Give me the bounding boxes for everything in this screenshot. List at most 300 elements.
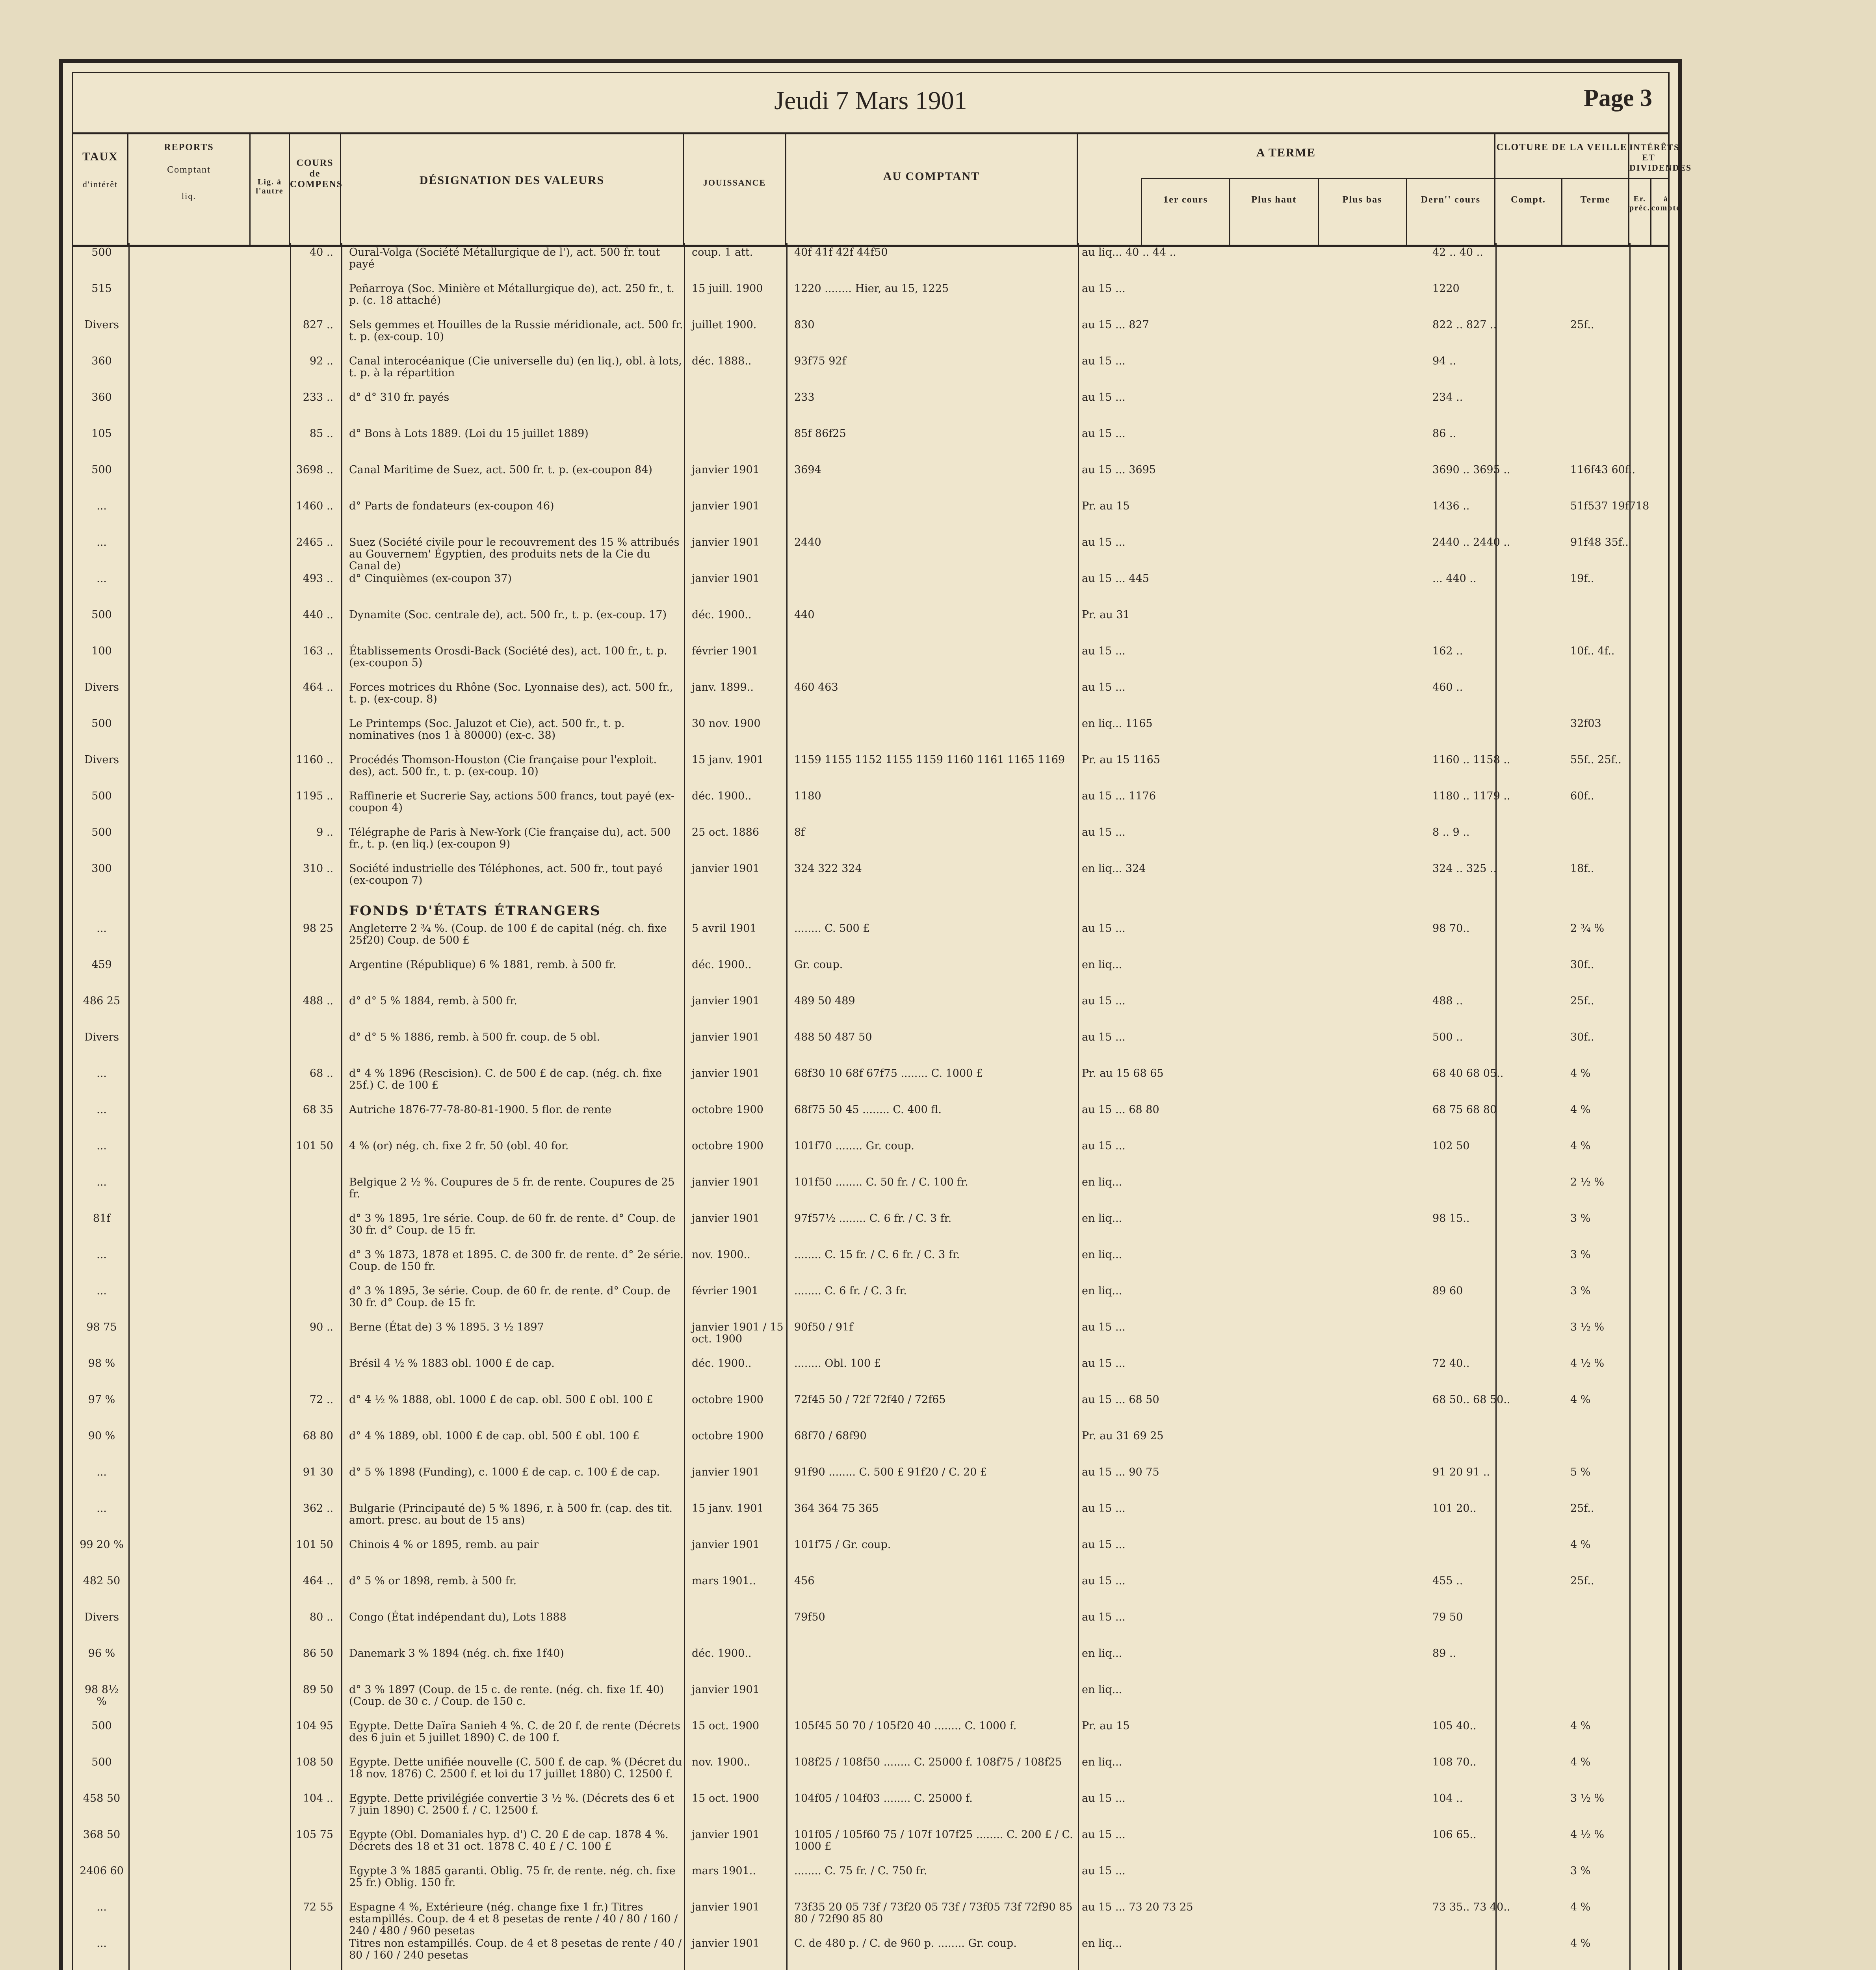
cell-interets: 2 ½ %	[1570, 1176, 1605, 1188]
cell-taux: 500	[91, 717, 112, 730]
cell-terme: au liq... 40 .. 44 ..	[1082, 246, 1176, 258]
table-row	[73, 1394, 1668, 1425]
cell-cloture: 98 15..	[1432, 1212, 1470, 1225]
cell-designation: d° 3 % 1873, 1878 et 1895. C. de 300 fr. de rente. d° 2e série. Coup. de 150 fr.	[349, 1249, 684, 1273]
table-row	[73, 247, 1668, 278]
cell-terme: au 15 ...	[1082, 681, 1126, 693]
cell-jouissance: janvier 1901	[692, 1684, 760, 1696]
table-row	[73, 923, 1668, 954]
cell-designation: Canal interocéanique (Cie universelle du) (en liq.), obl. à lots, t. p. à la répartition	[349, 355, 682, 379]
header-au-comptant	[786, 134, 1078, 245]
cell-jouissance: juillet 1900.	[692, 319, 757, 331]
header-premier-cours: 1er cours	[1141, 179, 1230, 245]
cell-taux: 500	[91, 609, 112, 621]
cell-cloture: 2440 .. 2440 ..	[1432, 536, 1510, 548]
cell-comptant: 101f05 / 105f60 75 / 107f 107f25 ........ C. 200 £ / C. 1000 £	[794, 1829, 1073, 1853]
table-row	[73, 1539, 1668, 1570]
cell-terme: en liq...	[1082, 1249, 1122, 1261]
header-jouissance-label: JOUISSANCE	[703, 178, 766, 188]
cell-designation: 4 % (or) nég. ch. fixe 2 fr. 50 (obl. 40 for.	[349, 1140, 569, 1152]
cell-cours: 1195 ..	[296, 790, 333, 802]
cell-designation: Titres non estampillés. Coup. de 4 et 8 pesetas de rente / 40 / 80 / 160 / 240 pesetas	[349, 1937, 682, 1961]
header-plus-haut: Plus haut	[1230, 179, 1319, 245]
cell-jouissance: 25 oct. 1886	[692, 826, 760, 838]
table-row	[73, 1756, 1668, 1788]
cell-terme: au 15 ...	[1082, 1502, 1126, 1515]
cell-taux: ...	[97, 536, 107, 548]
table-row	[73, 464, 1668, 496]
cell-designation: Espagne 4 %, Extérieure (nég. change fixe 1 fr.) Titres estampillés. Coup. de 4 et 8 pesetas de rente / 40 / 80 / 160 / 240 / 480 / 960 pesetas	[349, 1901, 678, 1937]
cell-cours: 464 ..	[303, 681, 333, 693]
cell-jouissance: nov. 1900..	[692, 1756, 750, 1768]
cell-cloture: 106 65..	[1432, 1829, 1477, 1841]
header-au-comptant-label: AU COMPTANT	[883, 170, 980, 183]
cell-taux: ...	[97, 1067, 107, 1080]
newspaper-page	[59, 59, 1692, 1970]
table-header	[73, 132, 1692, 247]
cell-terme: en liq...	[1082, 1647, 1122, 1660]
cell-cloture: 73 35.. 73 40..	[1432, 1901, 1510, 1913]
cell-cours: 68 ..	[309, 1067, 333, 1080]
cell-cours: 108 50	[296, 1756, 333, 1768]
table-row	[73, 1285, 1668, 1317]
cell-terme: au 15 ...	[1082, 1140, 1126, 1152]
cell-terme: en liq... 324	[1082, 862, 1146, 875]
cell-designation: Berne (État de) 3 % 1895. 3 ½ 1897	[349, 1321, 544, 1333]
cell-jouissance: janvier 1901	[692, 572, 760, 585]
cell-cours: 105 75	[296, 1829, 333, 1841]
cell-comptant: 105f45 50 70 / 105f20 40 ........ C. 1000 f.	[794, 1720, 1017, 1732]
cell-cloture: 86 ..	[1432, 427, 1456, 440]
cell-terme: au 15 ... 90 75	[1082, 1466, 1159, 1478]
cell-designation: d° 3 % 1895, 1re série. Coup. de 60 fr. de rente. d° Coup. de 30 fr. d° Coup. de 15 fr.	[349, 1212, 676, 1236]
cell-jouissance: janvier 1901	[692, 500, 760, 512]
cell-taux: ...	[97, 500, 107, 512]
header-lig-label: Lig. à l'autre	[256, 178, 284, 195]
page-frame	[72, 72, 1692, 1970]
cell-terme: en liq...	[1082, 1212, 1122, 1225]
cell-taux: Divers	[84, 1031, 119, 1043]
header-taux-sub: d'intérêt	[82, 179, 118, 189]
cell-comptant: 488 50 487 50	[794, 1031, 872, 1043]
table-row	[73, 645, 1668, 677]
header-cloture-subcols	[1495, 178, 1628, 245]
table-row	[73, 500, 1668, 532]
cell-designation: d° 3 % 1895, 3e série. Coup. de 60 fr. de rente. d° Coup. de 30 fr. d° Coup. de 15 fr.	[349, 1285, 671, 1309]
cell-comptant: 72f45 50 / 72f 72f40 / 72f65	[794, 1394, 946, 1406]
cell-interets: 30f..	[1570, 959, 1594, 971]
cell-taux: 360	[91, 355, 112, 367]
header-cours	[290, 134, 341, 245]
cell-comptant: 40f 41f 42f 44f50	[794, 246, 888, 258]
cell-cours: 464 ..	[303, 1575, 333, 1587]
cell-jouissance: 15 juill. 1900	[692, 282, 763, 295]
header-prec: Er. préc.	[1629, 179, 1651, 245]
cell-jouissance: février 1901	[692, 645, 758, 657]
table-row	[73, 1865, 1668, 1897]
cell-cloture: 3690 .. 3695 ..	[1432, 464, 1510, 476]
cell-cloture: 101 20..	[1432, 1502, 1477, 1515]
cell-designation: d° Cinquièmes (ex-coupon 37)	[349, 572, 512, 585]
cell-comptant: 1220 ........ Hier, au 15, 1225	[794, 282, 949, 295]
cell-jouissance: janvier 1901	[692, 464, 760, 476]
cell-comptant: 460 463	[794, 681, 838, 693]
table-row	[73, 1249, 1668, 1280]
cell-interets: 4 %	[1570, 1937, 1591, 1950]
cell-cours: 104 ..	[303, 1792, 333, 1805]
cell-designation: Raffinerie et Sucrerie Say, actions 500 francs, tout payé (ex-coupon 4)	[349, 790, 675, 814]
cell-interets: 25f..	[1570, 319, 1594, 331]
cell-interets: 91f48 35f..	[1570, 536, 1629, 548]
cell-taux: ...	[97, 1466, 107, 1478]
cell-terme: au 15 ... 827	[1082, 319, 1149, 331]
cell-designation: Forces motrices du Rhône (Soc. Lyonnaise des), act. 500 fr., t. p. (ex-coup. 8)	[349, 681, 673, 705]
cell-interets: 4 %	[1570, 1539, 1591, 1551]
cell-comptant: 440	[794, 609, 815, 621]
cell-designation: Société industrielle des Téléphones, act. 500 fr., tout payé (ex-coupon 7)	[349, 862, 663, 886]
cell-cours: 101 50	[296, 1539, 333, 1551]
cell-taux: 100	[91, 645, 112, 657]
header-comptant-label: Comptant	[167, 165, 211, 175]
cell-taux: 90 %	[88, 1430, 115, 1442]
cell-terme: au 15 ...	[1082, 536, 1126, 548]
cell-designation: Danemark 3 % 1894 (nég. ch. fixe 1f40)	[349, 1647, 564, 1660]
cell-designation: Télégraphe de Paris à New-York (Cie française du), act. 500 fr., t. p. (en liq.) (ex-coupon 9)	[349, 826, 671, 850]
table-row	[73, 573, 1668, 604]
table-row	[73, 863, 1668, 894]
cell-terme: Pr. au 31	[1082, 609, 1130, 621]
cell-taux: ...	[97, 1901, 107, 1913]
cell-designation: Egypte. Dette unifiée nouvelle (C. 500 f. de cap. % (Décret du 18 nov. 1876) C. 2500 f. et loi du 17 juillet 1880) C. 12500 f.	[349, 1756, 682, 1780]
quotation-rows	[73, 247, 1668, 1970]
cell-cloture: 98 70..	[1432, 922, 1470, 935]
cell-jouissance: 30 nov. 1900	[692, 717, 761, 730]
cell-cloture: 460 ..	[1432, 681, 1463, 693]
cell-jouissance: nov. 1900..	[692, 1249, 750, 1261]
cell-terme: au 15 ...	[1082, 1865, 1126, 1877]
header-designation-label: DÉSIGNATION DES VALEURS	[419, 174, 605, 187]
table-row	[73, 609, 1668, 641]
cell-interets: 4 %	[1570, 1720, 1591, 1732]
cell-taux: ...	[97, 1937, 107, 1950]
cell-designation: Congo (État indépendant du), Lots 1888	[349, 1611, 567, 1623]
cell-jouissance: déc. 1900..	[692, 1357, 752, 1370]
cell-comptant: 1180	[794, 790, 821, 802]
cell-interets: 3 %	[1570, 1212, 1591, 1225]
cell-interets: 25f..	[1570, 995, 1594, 1007]
header-interets-label: INTÉRÊTS ET DIVIDENDES	[1629, 142, 1692, 173]
cell-comptant: 233	[794, 391, 815, 403]
header-a-terme	[1078, 134, 1495, 245]
table-row	[73, 1358, 1668, 1389]
cell-cours: 91 30	[303, 1466, 333, 1478]
cell-taux: 81f	[93, 1212, 111, 1225]
cell-terme: au 15 ... 73 20 73 25	[1082, 1901, 1193, 1913]
table-row	[73, 1503, 1668, 1534]
cell-interets: 51f537 19f718	[1570, 500, 1649, 512]
cell-cours: 233 ..	[303, 391, 333, 403]
header-jouissance	[684, 134, 786, 245]
cell-interets: 18f..	[1570, 862, 1594, 875]
cell-terme: au 15 ... 445	[1082, 572, 1149, 585]
cell-terme: au 15 ...	[1082, 1357, 1126, 1370]
cell-cours: 68 80	[303, 1430, 333, 1442]
cell-taux: 486 25	[83, 995, 121, 1007]
cell-interets: 4 %	[1570, 1104, 1591, 1116]
table-row	[73, 1793, 1668, 1824]
cell-cloture: 94 ..	[1432, 355, 1456, 367]
cell-cloture: 1160 .. 1158 ..	[1432, 754, 1510, 766]
cell-comptant: 85f 86f25	[794, 427, 846, 440]
header-taux	[73, 134, 128, 245]
cell-jouissance: octobre 1900	[692, 1140, 763, 1152]
cell-jouissance: 15 oct. 1900	[692, 1792, 760, 1805]
table-row	[73, 1031, 1668, 1063]
cell-designation: Angleterre 2 ¾ %. (Coup. de 100 £ de capital (nég. ch. fixe 25f20) Coup. de 500 £	[349, 922, 667, 946]
table-row	[73, 1611, 1668, 1643]
cell-interets: 32f03	[1570, 717, 1601, 730]
cell-taux: 96 %	[88, 1647, 115, 1660]
cell-cloture: 162 ..	[1432, 645, 1463, 657]
table-row	[73, 1829, 1668, 1860]
cell-jouissance: janvier 1901 / 15 oct. 1900	[692, 1321, 784, 1345]
cell-cloture: 234 ..	[1432, 391, 1463, 403]
header-plus-bas: Plus bas	[1319, 179, 1407, 245]
cell-taux: ...	[97, 922, 107, 935]
table-row	[73, 1648, 1668, 1679]
cell-interets: 4 %	[1570, 1394, 1591, 1406]
cell-jouissance: octobre 1900	[692, 1394, 763, 1406]
cell-terme: au 15 ...	[1082, 1031, 1126, 1043]
cell-comptant: 3694	[794, 464, 821, 476]
cell-cours: 104 95	[296, 1720, 333, 1732]
cell-cloture: 488 ..	[1432, 995, 1463, 1007]
cell-designation: Sels gemmes et Houilles de la Russie méridionale, act. 500 fr. t. p. (ex-coup. 10)	[349, 319, 683, 343]
table-row	[73, 827, 1668, 858]
cell-jouissance: 15 oct. 1900	[692, 1720, 760, 1732]
cell-terme: au 15 ...	[1082, 645, 1126, 657]
table-row	[73, 1430, 1668, 1462]
cell-cours: 310 ..	[303, 862, 333, 875]
cell-cloture: 8 .. 9 ..	[1432, 826, 1470, 838]
cell-cloture: ... 440 ..	[1432, 572, 1477, 585]
cell-taux: 515	[91, 282, 112, 295]
cell-comptant: 68f30 10 68f 67f75 ........ C. 1000 £	[794, 1067, 983, 1080]
cell-cours: 101 50	[296, 1140, 333, 1152]
cell-terme: Pr. au 15 68 65	[1082, 1067, 1164, 1080]
header-compte: à compte	[1651, 195, 1681, 212]
cell-terme: en liq...	[1082, 959, 1122, 971]
cell-terme: au 15 ... 1176	[1082, 790, 1156, 802]
cell-jouissance: 15 janv. 1901	[692, 1502, 764, 1515]
table-row	[73, 319, 1668, 351]
header-terme-subcols	[1141, 178, 1494, 245]
cell-comptant: ........ C. 15 fr. / C. 6 fr. / C. 3 fr.	[794, 1249, 960, 1261]
cell-taux: ...	[97, 1104, 107, 1116]
cell-jouissance: janvier 1901	[692, 1466, 760, 1478]
cell-jouissance: janvier 1901	[692, 1212, 760, 1225]
cell-designation: Canal Maritime de Suez, act. 500 fr. t. p. (ex-coupon 84)	[349, 464, 652, 476]
cell-cours: 827 ..	[303, 319, 333, 331]
cell-cloture: 68 40 68 05..	[1432, 1067, 1504, 1080]
cell-taux: Divers	[84, 681, 119, 693]
cell-jouissance: déc. 1888..	[692, 355, 752, 367]
cell-comptant: ........ C. 75 fr. / C. 750 fr.	[794, 1865, 927, 1877]
cell-terme: au 15 ...	[1082, 391, 1126, 403]
cell-interets: 4 ½ %	[1570, 1357, 1605, 1370]
cell-designation: Egypte (Obl. Domaniales hyp. d') C. 20 £ de cap. 1878 4 %. Décrets des 18 et 31 oct. 1878 C. 40 £ / C. 100 £	[349, 1829, 669, 1853]
cell-comptant: 2440	[794, 536, 821, 548]
cell-cours: 90 ..	[309, 1321, 333, 1333]
cell-interets: 10f.. 4f..	[1570, 645, 1615, 657]
cell-designation: Établissements Orosdi-Back (Société des), act. 100 fr., t. p. (ex-coupon 5)	[349, 645, 667, 669]
cell-comptant: 97f57½ ........ C. 6 fr. / C. 3 fr.	[794, 1212, 952, 1225]
table-row	[73, 754, 1668, 786]
cell-designation: Le Printemps (Soc. Jaluzot et Cie), act. 500 fr., t. p. nominatives (nos 1 à 80000) (ex-c. 38)	[349, 717, 625, 742]
cell-comptant: 68f75 50 45 ........ C. 400 fl.	[794, 1104, 942, 1116]
cell-interets: 4 %	[1570, 1140, 1591, 1152]
cell-cloture: 108 70..	[1432, 1756, 1477, 1768]
cell-terme: en liq...	[1082, 1285, 1122, 1297]
cell-interets: 3 ½ %	[1570, 1321, 1605, 1333]
cell-taux: ...	[97, 1176, 107, 1188]
table-row	[73, 392, 1668, 423]
cell-cours: 1460 ..	[296, 500, 333, 512]
cell-interets: 3 %	[1570, 1249, 1591, 1261]
cell-interets: 3 %	[1570, 1285, 1591, 1297]
cell-cours: 1160 ..	[296, 754, 333, 766]
cell-jouissance: janvier 1901	[692, 536, 760, 548]
cell-interets: 3 ½ %	[1570, 1792, 1605, 1805]
cell-taux: ...	[97, 1249, 107, 1261]
header-designation	[341, 134, 684, 245]
cell-taux: 98 75	[86, 1321, 117, 1333]
cell-designation: Dynamite (Soc. centrale de), act. 500 fr., t. p. (ex-coup. 17)	[349, 609, 667, 621]
cell-cloture: 500 ..	[1432, 1031, 1463, 1043]
cell-jouissance: mars 1901..	[692, 1575, 756, 1587]
cell-designation: Brésil 4 ½ % 1883 obl. 1000 £ de cap.	[349, 1357, 555, 1370]
header-interets-subcols	[1629, 178, 1681, 245]
cell-comptant: 324 322 324	[794, 862, 862, 875]
header-cloture	[1495, 134, 1629, 245]
cell-taux: 99 20 %	[80, 1539, 124, 1551]
table-row	[73, 718, 1668, 749]
cell-terme: au 15 ...	[1082, 1829, 1126, 1841]
page-top-line	[73, 73, 1668, 132]
cell-cours: 92 ..	[309, 355, 333, 367]
cell-comptant: 8f	[794, 826, 805, 838]
cell-cours: 85 ..	[309, 427, 333, 440]
cell-designation: Suez (Société civile pour le recouvrement des 15 % attribués au Gouvernem' Égyptien, des produits nets de la Cie du Canal de)	[349, 536, 680, 572]
cell-terme: au 15 ... 68 80	[1082, 1104, 1159, 1116]
cell-terme: au 15 ...	[1082, 1792, 1126, 1805]
table-row	[73, 959, 1668, 991]
table-row	[73, 1176, 1668, 1208]
cell-cloture: 455 ..	[1432, 1575, 1463, 1587]
cell-comptant: 364 364 75 365	[794, 1502, 879, 1515]
cell-jouissance: janvier 1901	[692, 1176, 760, 1188]
cell-taux: 105	[91, 427, 112, 440]
cell-cours: 72 ..	[309, 1394, 333, 1406]
cell-comptant: C. de 480 p. / C. de 960 p. ........ Gr. coup.	[794, 1937, 1017, 1950]
cell-interets: 3 %	[1570, 1865, 1591, 1877]
cell-jouissance: janvier 1901	[692, 1901, 760, 1913]
cell-designation: Autriche 1876-77-78-80-81-1900. 5 flor. de rente	[349, 1104, 612, 1116]
cell-jouissance: coup. 1 att.	[692, 246, 753, 258]
cell-cloture: 1180 .. 1179 ..	[1432, 790, 1510, 802]
cell-taux: Divers	[84, 754, 119, 766]
cell-cloture: 79 50	[1432, 1611, 1463, 1623]
cell-taux: 459	[91, 959, 112, 971]
cell-designation: Peñarroya (Soc. Minière et Métallurgique de), act. 250 fr., t. p. (c. 18 attaché)	[349, 282, 674, 307]
cell-interets: 4 %	[1570, 1067, 1591, 1080]
cell-interets: 19f..	[1570, 572, 1594, 585]
cell-cloture: 324 .. 325 ..	[1432, 862, 1497, 875]
cell-jouissance: janv. 1899..	[692, 681, 754, 693]
cell-terme: Pr. au 31 69 25	[1082, 1430, 1164, 1442]
cell-interets: 25f..	[1570, 1502, 1594, 1515]
cell-taux: 482 50	[83, 1575, 121, 1587]
cell-taux: 500	[91, 826, 112, 838]
cell-terme: au 15 ...	[1082, 826, 1126, 838]
cell-interets: 30f..	[1570, 1031, 1594, 1043]
header-cloture-label: CLOTURE DE LA VEILLE	[1496, 142, 1627, 152]
cell-comptant: 108f25 / 108f50 ........ C. 25000 f. 108f75 / 108f25	[794, 1756, 1062, 1768]
header-cours-label: COURS de COMPENS	[290, 158, 343, 190]
cell-taux: 300	[91, 862, 112, 875]
cell-comptant: 79f50	[794, 1611, 825, 1623]
cell-cloture: 822 .. 827 ..	[1432, 319, 1497, 331]
header-liq-label: liq.	[182, 191, 196, 201]
cell-cours: 68 35	[303, 1104, 333, 1116]
table-row	[73, 790, 1668, 822]
cell-cours: 89 50	[303, 1684, 333, 1696]
cell-jouissance: janvier 1901	[692, 862, 760, 875]
cell-comptant: 93f75 92f	[794, 355, 846, 367]
header-taux-label: TAUX	[82, 150, 118, 163]
cell-jouissance: octobre 1900	[692, 1430, 763, 1442]
cell-jouissance: octobre 1900	[692, 1104, 763, 1116]
cell-cloture: 104 ..	[1432, 1792, 1463, 1805]
page-date: Jeudi 7 Mars 1901	[774, 86, 967, 115]
cell-terme: au 15 ... 3695	[1082, 464, 1156, 476]
cell-terme: Pr. au 15	[1082, 1720, 1130, 1732]
cell-terme: en liq...	[1082, 1684, 1122, 1696]
cell-interets: 55f.. 25f..	[1570, 754, 1622, 766]
cell-taux: ...	[97, 1285, 107, 1297]
header-reports	[128, 134, 251, 245]
cell-comptant: 101f75 / Gr. coup.	[794, 1539, 891, 1551]
cell-comptant: 1159 1155 1152 1155 1159 1160 1161 1165 1169	[794, 754, 1065, 766]
cell-terme: Pr. au 15	[1082, 500, 1130, 512]
cell-taux: 500	[91, 464, 112, 476]
cell-taux: 97 %	[88, 1394, 115, 1406]
table-row	[73, 1938, 1668, 1969]
table-row	[73, 1575, 1668, 1607]
cell-terme: en liq... 1165	[1082, 717, 1153, 730]
cell-jouissance: janvier 1901	[692, 995, 760, 1007]
cell-cours: 163 ..	[303, 645, 333, 657]
cell-terme: au 15 ...	[1082, 1575, 1126, 1587]
cell-comptant: 90f50 / 91f	[794, 1321, 853, 1333]
cell-designation: Argentine (République) 6 % 1881, remb. à 500 fr.	[349, 959, 617, 971]
cell-terme: au 15 ...	[1082, 282, 1126, 295]
table-row	[73, 1321, 1668, 1353]
cell-designation: d° 4 % 1896 (Rescision). C. de 500 £ de cap. (nég. ch. fixe 25f.) C. de 100 £	[349, 1067, 662, 1091]
cell-cloture: 1220	[1432, 282, 1460, 295]
cell-cloture: 89 ..	[1432, 1647, 1456, 1660]
cell-taux: 368 50	[83, 1829, 121, 1841]
